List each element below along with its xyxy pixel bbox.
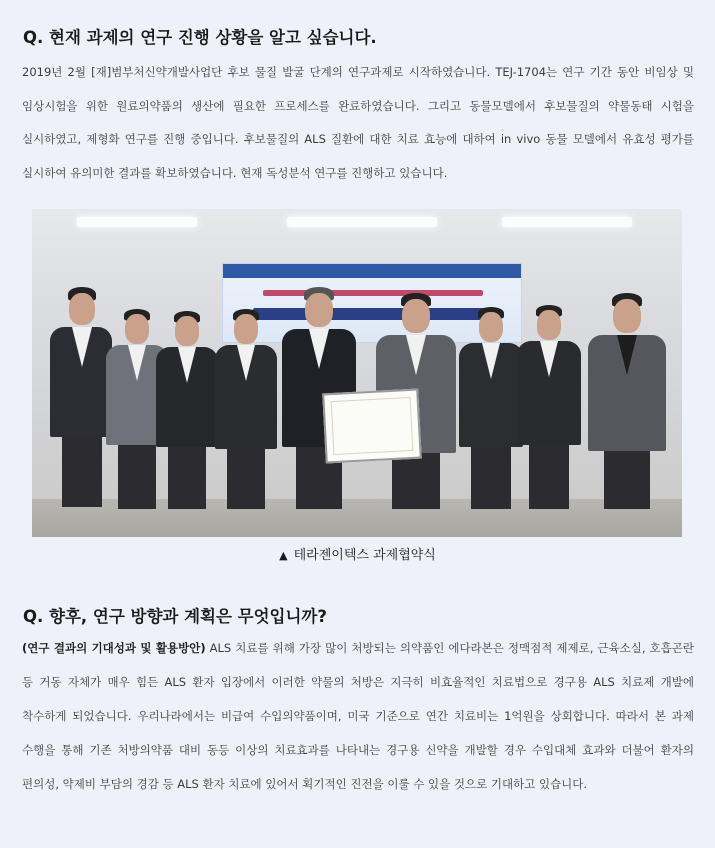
section2-text: ALS 치료를 위해 가장 많이 처방되는 의약품인 에다라본은 정맥점적 제제로, 근육소실, 호흡곤란 등 거동 자체가 매우 힘든 ALS 환자 입장에서 이러한 약물의 처방은 지극히 비효율적인 치료법으로 경구용 ALS 치료제 개발에 착수하게 되었습니다. 우리나라에서는 비급여 수입의약품이며, 미국 기준으로 연간 치료비는 1억원을 상회합니다. 따라서 본 과제 수행을 통해 기존 처방의약품 대비 동등 이상의 치료효과를 나타내는 경구용 신약을 개발할 경우 수입대체 효과와 더불어 환자의 편의성, 약제비 부담의 경감 등 ALS 환자 치료에 있어서 획기적인 진전을 이룰 수 있을 것으로 기대하고 있습니다. (22, 641, 694, 791)
agreement-certificate (322, 389, 422, 464)
person (212, 309, 280, 509)
person (584, 293, 670, 509)
photo-caption-text: 테라젠이텍스 과제협약식 (293, 548, 436, 563)
person (514, 305, 584, 509)
ceiling-light (502, 217, 632, 227)
section1-body: 2019년 2월 [재]범부처신약개발사업단 후보 물질 발굴 단계의 연구과제로 시작하였습니다. TEJ-1704는 연구 기간 동안 비임상 및 임상시험을 위한 원료의약품의 생산에 필요한 프로세스를 완료하였습니다. 그리고 동물모델에서 후보물질의 약물동태 시험을 실시하였고, 제형화 연구를 진행 중입니다. 후보물질의 ALS 질환에 대한 치료 효능에 대하여 in vivo 동물 모델에서 유효성 평가를 실시하여 유의미한 결과를 확보하였습니다. 현재 독성분석 연구를 진행하고 있습니다. (22, 65, 694, 180)
agreement-ceremony-photo (32, 209, 682, 537)
section2-body (22, 631, 694, 801)
ceiling-light (77, 217, 197, 227)
ceiling-light (287, 217, 437, 227)
section1-title: Q. 현재 과제의 연구 진행 상황을 알고 싶습니다. (23, 28, 377, 47)
section2-title: Q. 향후, 연구 방향과 계획은 무엇입니까? (23, 607, 327, 626)
triangle-up-icon: ▲ (279, 549, 288, 562)
person (154, 311, 220, 509)
section2-lead: (연구 결과의 기대성과 및 활용방안) (22, 641, 206, 655)
photo-caption (0, 544, 715, 563)
